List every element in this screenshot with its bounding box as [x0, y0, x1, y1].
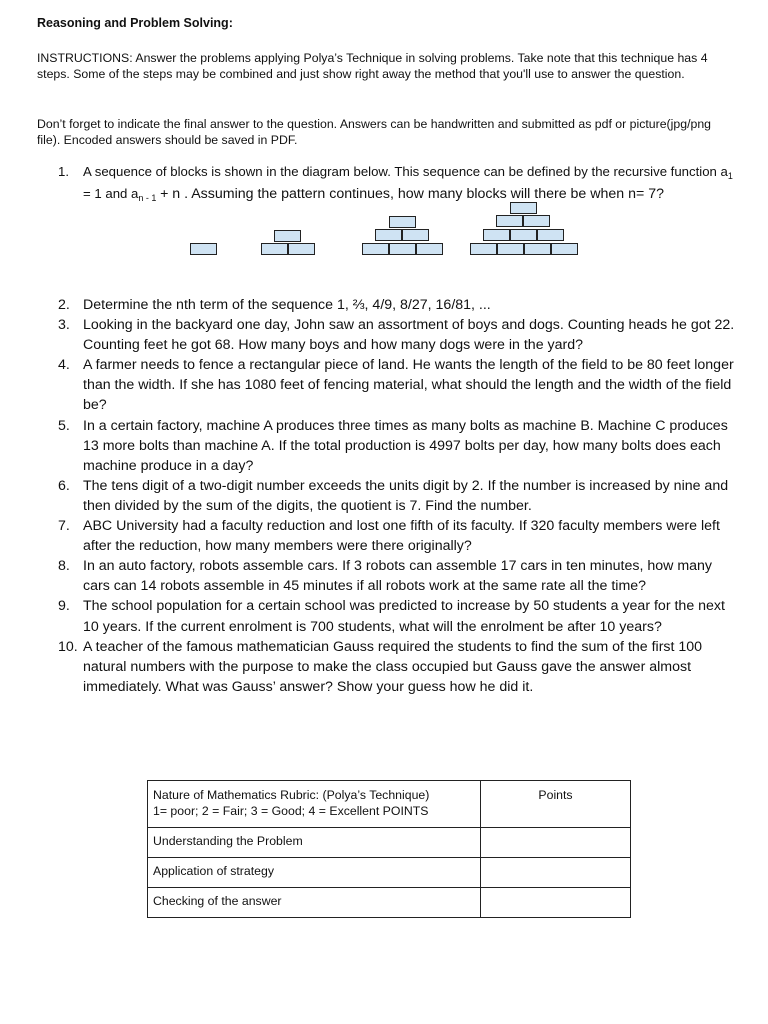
instructions-text: INSTRUCTIONS: Answer the problems applying Polya’s Technique in solving problems. Take note that this technique has 4 steps. Some of the steps may be combined and just show right away the method that you'll use to answer the question. — [37, 51, 708, 81]
problem-3 — [58, 315, 738, 355]
problem-number: 9. — [58, 598, 70, 615]
criterion-label: Application of strategy — [148, 858, 481, 888]
problem-number: 3. — [58, 317, 70, 334]
criterion-label: Understanding the Problem — [148, 828, 481, 858]
problem-6 — [58, 476, 738, 516]
table-row — [148, 888, 631, 918]
rubric-header-row — [148, 781, 631, 828]
problem-number: 6. — [58, 477, 70, 494]
problem-1-text-b: = 1 and a — [83, 186, 139, 201]
problem-text: A teacher of the famous mathematician Gauss required the students to find the sum of the first 100 natural numbers with the purpose to make the class occupied but Gauss gave the answer almost immediately. What was Gauss’ answer? Show your guess how he did it. — [83, 638, 703, 695]
problem-4 — [58, 355, 738, 415]
points-header: Points — [481, 781, 631, 828]
points-cell[interactable] — [481, 858, 631, 888]
table-row — [148, 828, 631, 858]
subscript-1: 1 — [727, 171, 733, 181]
submission-note: Don’t forget to indicate the final answer to the question. Answers can be handwritten and submitted as pdf or picture(jpg/png file). Encoded answers should be saved in PDF. — [37, 117, 711, 147]
problem-number: 7. — [58, 518, 70, 535]
table-row — [148, 858, 631, 888]
rubric-header-line1: Nature of Mathematics Rubric: (Polya’s Technique) — [153, 788, 430, 802]
problem-text: The school population for a certain school was predicted to increase by 50 students a year for the next 10 years. If the current enrolment is 700 students, what will the enrolment be after 10 years? — [83, 598, 725, 635]
points-cell[interactable] — [481, 888, 631, 918]
problem-1-text-c: + n . Assuming the pattern continues, how many blocks will there be when n= 7? — [160, 186, 665, 202]
problem-1 — [58, 163, 738, 207]
problem-text: In a certain factory, machine A produces three times as many bolts as machine B. Machine C produces 13 more bolts than machine A. If the total production is 4997 bolts per day, how many bolts does each machine produce in a day? — [83, 417, 728, 474]
criterion-label: Checking of the answer — [148, 888, 481, 918]
points-cell[interactable] — [481, 828, 631, 858]
problem-text: ABC University had a faculty reduction and lost one fifth of its faculty. If 320 faculty members were left after the reduction, how many members were there originally? — [83, 518, 720, 555]
problem-number: 8. — [58, 558, 70, 575]
problem-number: 5. — [58, 417, 70, 434]
problem-number: 4. — [58, 357, 70, 374]
diagram-spacer — [58, 207, 738, 295]
rubric-header-line2: 1= poor; 2 = Fair; 3 = Good; 4 = Excellent POINTS — [153, 804, 429, 818]
problem-text: Determine the nth term of the sequence 1, ⅔, 4/9, 8/27, 16/81, ... — [83, 297, 491, 313]
problem-list — [58, 163, 738, 697]
problem-text: The tens digit of a two-digit number exceeds the units digit by 2. If the number is increased by nine and then divided by the sum of the digits, the quotient is 7. Find the number. — [83, 477, 729, 514]
rubric-table — [147, 780, 631, 918]
problem-2 — [58, 295, 738, 315]
problem-number: 2. — [58, 297, 70, 313]
rubric-header-cell — [148, 781, 481, 828]
problem-9 — [58, 596, 738, 636]
problem-10 — [58, 637, 738, 697]
problem-text: A farmer needs to fence a rectangular piece of land. He wants the length of the field to be 80 feet longer than the width. If she has 1080 feet of fencing material, what should the length and the width of the field be? — [83, 357, 734, 414]
problem-number: 10. — [58, 638, 78, 655]
problem-8 — [58, 556, 738, 596]
problem-number: 1. — [58, 164, 69, 179]
problem-1-text-a: A sequence of blocks is shown in the diagram below. This sequence can be defined by the recursive function a — [83, 164, 728, 179]
problem-text: Looking in the backyard one day, John saw an assortment of boys and dogs. Counting heads he got 22. Counting feet he got 68. How many boys and how many dogs were in the yard? — [83, 317, 735, 354]
problem-7 — [58, 516, 738, 556]
problem-5 — [58, 416, 738, 476]
problem-text: In an auto factory, robots assemble cars. If 3 robots can assemble 17 cars in ten minutes, how many cars can 14 robots assemble in 45 minutes if all robots work at the same rate all the time? — [83, 558, 713, 595]
page-title: Reasoning and Problem Solving: — [37, 16, 233, 30]
problem-text — [83, 163, 738, 207]
subscript-n-minus-1: n - 1 — [138, 193, 157, 203]
